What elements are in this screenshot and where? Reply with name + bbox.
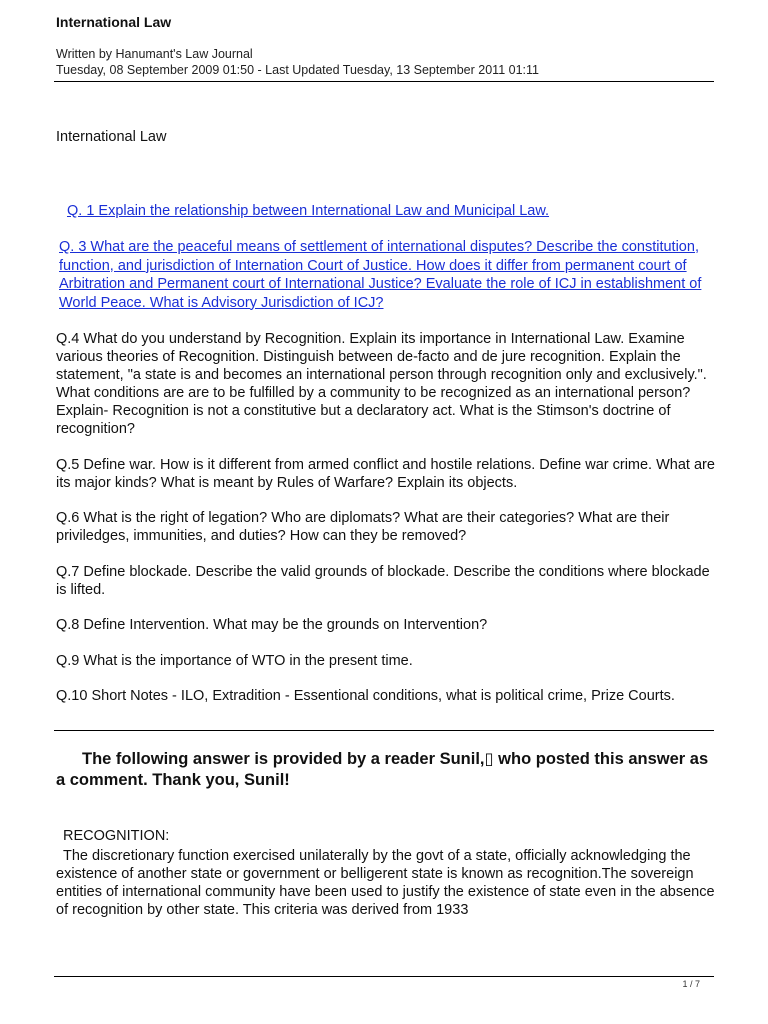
page-header-title: International Law — [56, 14, 172, 30]
question-4: Q.4 What do you understand by Recognition. Explain its importance in International Law. Examine various theories of Recognition. Distinguish between de-facto and de jure recognition. Explain the statement, "a state is and becomes an international person through recognition only and exclusively.". What conditions are are to be fulfilled by a community to be recognized as an international person? Explain- Recognition is not a constitutive but a declaratory act. What is the Stimson's doctrine of recognition? — [56, 331, 707, 437]
question-list — [56, 330, 720, 723]
header-meta — [56, 46, 539, 78]
question-8: Q.8 Define Intervention. What may be the grounds on Intervention? — [56, 617, 488, 633]
question-6: Q.6 What is the right of legation? Who are diplomats? What are their categories? What are their priviledges, immunities, and duties? How can they be removed? — [56, 510, 670, 544]
author-line: Written by Hanumant's Law Journal — [56, 47, 253, 61]
reader-note: The following answer is provided by a reader Sunil,▯ who posted this answer as a comment. Thank you, Sunil! — [56, 750, 709, 789]
question-1-link[interactable]: Q. 1 Explain the relationship between International Law and Municipal Law. — [67, 203, 550, 219]
recognition-heading: RECOGNITION: — [63, 828, 170, 844]
header-divider — [54, 81, 714, 82]
document-title: International Law — [56, 129, 167, 145]
question-7: Q.7 Define blockade. Describe the valid grounds of blockade. Describe the conditions where blockade is lifted. — [56, 563, 710, 598]
section-divider — [54, 730, 714, 731]
recognition-text: The discretionary function exercised unilaterally by the govt of a state, officially acknowledging the existence of another state or government or belligerent state is known as recognition.The sovereign entities of international community have been used to justify the existence of state even in the absence of recognition by other state. This criteria was derived from 1933 — [56, 848, 715, 918]
page-number: 1 / 7 — [682, 979, 700, 989]
date-line: Tuesday, 08 September 2009 01:50 - Last Updated Tuesday, 13 September 2011 01:11 — [56, 63, 539, 77]
question-10: Q.10 Short Notes - ILO, Extradition - Essentional conditions, what is political crime, Prize Courts. — [56, 688, 675, 704]
question-9: Q.9 What is the importance of WTO in the present time. — [56, 652, 413, 669]
footer-divider — [54, 976, 714, 977]
question-5: Q.5 Define war. How is it different from armed conflict and hostile relations. Define war crime. What are its major kinds? What is meant by Rules of Warfare? Explain its objects. — [56, 456, 715, 491]
question-3-link[interactable]: Q. 3 What are the peaceful means of settlement of international disputes? Describe the constitution, function, and jurisdiction of Internation Court of Justice. How does it differ from permanent court of Arbitration and Permanent court of International Justice? Evaluate the role of ICJ in establishment of World Peace. What is Advisory Jurisdiction of ICJ? — [59, 239, 702, 311]
